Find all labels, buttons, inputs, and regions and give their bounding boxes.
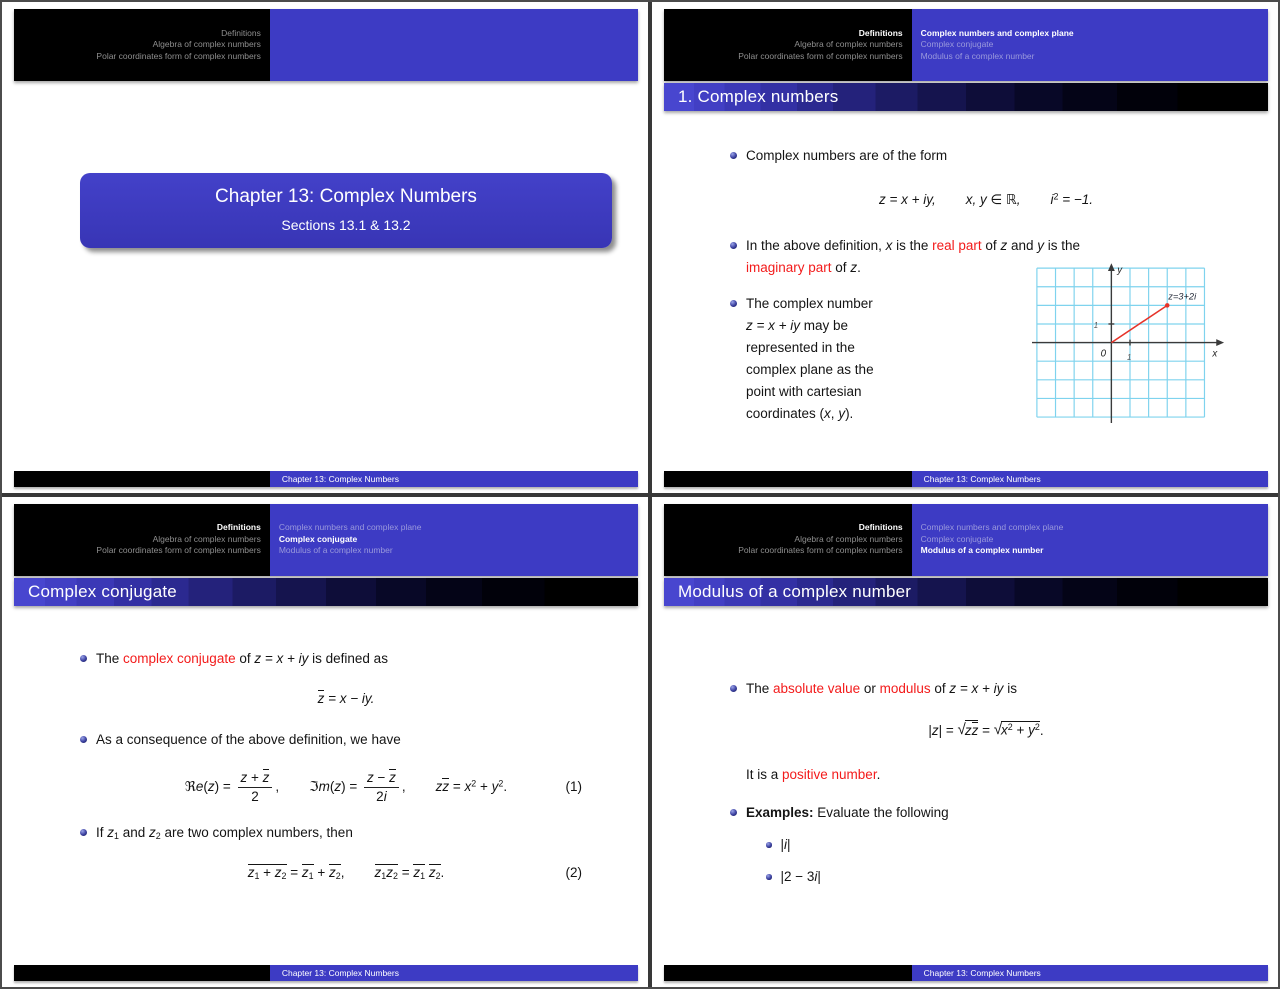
bullet-text: Examples: Evaluate the following xyxy=(746,805,949,821)
nav-section-polar: Polar coordinates form of complex numbers xyxy=(738,50,903,61)
presentation-subtitle: Sections 13.1 & 13.2 xyxy=(281,217,411,233)
nav-subsection-modulus: Modulus of a complex number xyxy=(278,545,393,556)
nav-section-algebra: Algebra of complex numbers xyxy=(794,533,903,544)
nav-sections xyxy=(14,9,270,81)
nav-section-polar: Polar coordinates form of complex numbers xyxy=(738,545,903,556)
equation-re-im xyxy=(80,769,612,804)
nav-section-polar: Polar coordinates form of complex numbers xyxy=(96,50,261,61)
nav-sections xyxy=(664,504,912,576)
nav-subsection-complex-plane: Complex numbers and complex plane xyxy=(278,522,422,533)
bullet-icon xyxy=(730,809,737,816)
sub-bullet-text: |2 − 3i| xyxy=(780,869,821,885)
bullet-item xyxy=(80,729,612,751)
bullet-text: The complex conjugate of z = x + iy is defined as xyxy=(96,650,388,666)
nav-section-polar: Polar coordinates form of complex numbers xyxy=(96,545,261,556)
nav-sections xyxy=(664,9,912,81)
bullet-text: If $z_1$ and $z_2$ are two complex numbers, then xyxy=(96,825,353,842)
complex-plane-graph xyxy=(1032,263,1228,432)
nav-subsection-modulus: Modulus of a complex number xyxy=(920,545,1044,556)
nav-subsection-complex-plane: Complex numbers and complex plane xyxy=(920,27,1074,38)
footer-left-black xyxy=(664,471,912,487)
equation-number: (2) xyxy=(565,864,582,880)
bullet-text: In the above definition, x is the real part of z and y is the imaginary part of z. xyxy=(746,237,1080,275)
bullet-item xyxy=(80,822,612,847)
nav-section-algebra: Algebra of complex numbers xyxy=(152,39,261,50)
footer-title: Chapter 13: Complex Numbers xyxy=(912,965,1268,981)
nav-section-definitions: Definitions xyxy=(216,522,261,533)
frame-title: Modulus of a complex number xyxy=(664,578,1268,606)
nav-subsections xyxy=(912,9,1268,81)
note-text: It is a positive number. xyxy=(746,767,881,783)
bullet-item xyxy=(730,678,1242,700)
bullet-icon xyxy=(80,736,87,743)
slide-header xyxy=(664,9,1268,81)
equation-definition: z = x + iy, x, y ∈ ℝ, $i^2 = -1$. xyxy=(878,191,1093,207)
nav-subsection-conjugate: Complex conjugate xyxy=(920,39,994,50)
bullet-text: The absolute value or modulus of z = x + iy is xyxy=(746,680,1017,696)
equation-conjugate-rules xyxy=(80,864,612,882)
slide-complex-conjugate xyxy=(14,504,638,982)
point-z xyxy=(1165,303,1170,308)
slide-header xyxy=(664,504,1268,576)
footer-left-black xyxy=(14,471,270,487)
frame-title: 1. Complex numbers xyxy=(664,83,1268,111)
equation-body: $z_1 + z_2 = z_1 + z_2$, $z_1z_2 = z_1$ $z_2$. xyxy=(247,864,445,881)
nav-subsections-empty xyxy=(270,9,638,81)
sub-bullet-item xyxy=(766,834,1242,856)
nav-subsection-modulus: Modulus of a complex number xyxy=(920,50,1035,61)
bullet-item xyxy=(730,293,874,425)
equation-body: ℜe(z) = $\frac{z + z}{2}$ , ℑm(z) = $\frac{z - z}{2i}$ , zz = $x^2 + y^2$. xyxy=(184,770,508,804)
slide-body xyxy=(664,111,1268,471)
title-box xyxy=(80,173,612,248)
bullet-icon xyxy=(730,242,737,249)
nav-sections xyxy=(14,504,270,576)
footer-title: Chapter 13: Complex Numbers xyxy=(912,471,1268,487)
bullet-item xyxy=(730,802,1242,824)
text-and-graph-row xyxy=(730,264,1242,432)
x-axis-arrow xyxy=(1216,339,1224,346)
slide-complex-numbers xyxy=(664,9,1268,487)
bullet-text: The complex number z = x + iy may be represented in the complex plane as the point with cartesian coordinates (x, y). xyxy=(746,295,874,421)
bullet-icon xyxy=(766,842,772,848)
slide-footer xyxy=(14,965,638,981)
nav-section-algebra: Algebra of complex numbers xyxy=(152,533,261,544)
presentation-title: Chapter 13: Complex Numbers xyxy=(215,186,477,207)
frame-title: Complex conjugate xyxy=(14,578,638,606)
nav-section-definitions: Definitions xyxy=(858,27,903,38)
slide-modulus xyxy=(664,504,1268,982)
footer-title: Chapter 13: Complex Numbers xyxy=(270,471,638,487)
bullet-icon xyxy=(80,655,87,662)
y-tick-label: 1 xyxy=(1093,320,1099,330)
quadrant-modulus xyxy=(650,495,1278,988)
title-slide-body xyxy=(14,81,638,471)
nav-subsection-complex-plane: Complex numbers and complex plane xyxy=(920,522,1064,533)
bullet-icon xyxy=(730,685,737,692)
slide-footer xyxy=(14,471,638,487)
slide-footer xyxy=(664,965,1268,981)
nav-subsection-conjugate: Complex conjugate xyxy=(278,533,358,544)
bullet-icon xyxy=(730,300,737,307)
bullet-item xyxy=(80,648,612,670)
slide-body xyxy=(664,606,1268,966)
bullet-icon xyxy=(730,152,737,159)
equation-modulus: $|z| = √zz = √x^2 + y^2$. xyxy=(928,720,1044,738)
origin-label: 0 xyxy=(1100,347,1107,359)
bullet-icon xyxy=(766,874,772,880)
slide-body xyxy=(14,606,638,966)
slide-header xyxy=(14,9,638,81)
quadrant-title-slide xyxy=(2,2,650,495)
bullet-text: As a consequence of the above definition, we have xyxy=(96,732,401,748)
bullet-item xyxy=(730,145,1242,167)
bullet-icon xyxy=(80,829,87,836)
sub-bullet-item xyxy=(766,866,1242,888)
slide-title-page xyxy=(14,9,638,487)
bullet-text: Complex numbers are of the form xyxy=(746,148,948,163)
y-axis-arrow xyxy=(1108,263,1115,271)
x-axis-label: x xyxy=(1212,347,1218,359)
quadrant-complex-numbers xyxy=(650,2,1278,495)
sub-bullet-text: |i| xyxy=(780,837,791,853)
slide-footer xyxy=(664,471,1268,487)
footer-left-black xyxy=(14,965,270,981)
footer-title: Chapter 13: Complex Numbers xyxy=(270,965,638,981)
nav-subsection-conjugate: Complex conjugate xyxy=(920,533,994,544)
equation-conjugate: z = x − iy. xyxy=(317,690,375,706)
nav-section-definitions: Definitions xyxy=(858,522,903,533)
point-label: z=3+2i xyxy=(1168,291,1197,302)
nav-subsections xyxy=(270,504,638,576)
quadrant-complex-conjugate xyxy=(2,495,650,988)
equation-number: (1) xyxy=(565,778,582,794)
footer-left-black xyxy=(664,965,912,981)
nav-section-definitions: Definitions xyxy=(221,27,261,38)
nav-section-algebra: Algebra of complex numbers xyxy=(794,39,903,50)
nav-subsections xyxy=(912,504,1268,576)
slide-header xyxy=(14,504,638,576)
y-axis-label: y xyxy=(1117,264,1123,276)
x-tick-label: 1 xyxy=(1127,352,1132,362)
